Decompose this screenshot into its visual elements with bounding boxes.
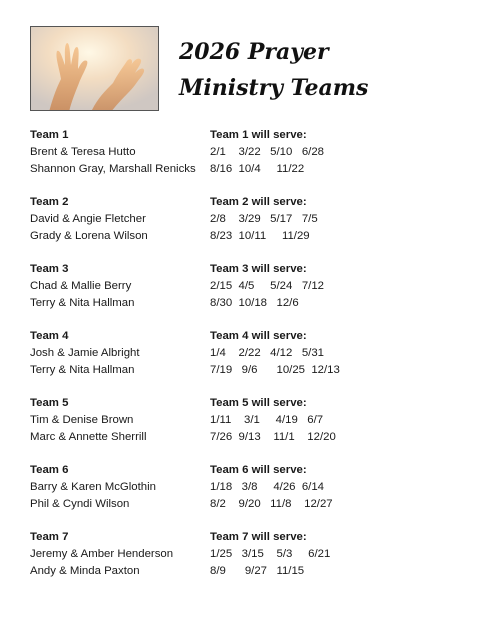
title-line-1: 2026 Prayer [179, 39, 329, 65]
team-member: Andy & Minda Paxton [30, 565, 140, 577]
team-member: Shannon Gray, Marshall Renicks [30, 163, 196, 175]
title-line-2: Ministry Teams [179, 75, 369, 101]
team-member: Josh & Jamie Albright [30, 347, 140, 359]
serve-label: Team 7 will serve: [210, 531, 307, 543]
serve-label: Team 4 will serve: [210, 330, 307, 342]
team-name: Team 6 [30, 464, 69, 476]
serve-label: Team 5 will serve: [210, 397, 307, 409]
serve-dates: 7/19 9/6 10/25 12/13 [210, 364, 340, 376]
team-block [30, 328, 480, 379]
serve-dates: 8/30 10/18 12/6 [210, 297, 299, 309]
team-member: Grady & Lorena Wilson [30, 230, 148, 242]
team-block [30, 395, 480, 446]
serve-label: Team 6 will serve: [210, 464, 307, 476]
team-block [30, 462, 480, 513]
team-member: Tim & Denise Brown [30, 414, 134, 426]
team-member: Phil & Cyndi Wilson [30, 498, 130, 510]
praying-hands-photo [30, 26, 159, 111]
team-name: Team 1 [30, 129, 69, 141]
page-title [179, 34, 368, 106]
serve-dates: 8/23 10/11 11/29 [210, 230, 310, 242]
team-name: Team 5 [30, 397, 69, 409]
serve-label: Team 3 will serve: [210, 263, 307, 275]
serve-dates: 1/25 3/15 5/3 6/21 [210, 548, 331, 560]
serve-dates: 2/8 3/29 5/17 7/5 [210, 213, 318, 225]
serve-dates: 2/15 4/5 5/24 7/12 [210, 280, 324, 292]
team-name: Team 3 [30, 263, 69, 275]
serve-dates: 8/9 9/27 11/15 [210, 565, 305, 577]
team-block [30, 127, 480, 178]
team-member: David & Angie Fletcher [30, 213, 146, 225]
serve-dates: 8/16 10/4 11/22 [210, 163, 305, 175]
serve-dates: 1/18 3/8 4/26 6/14 [210, 481, 324, 493]
serve-dates: 1/4 2/22 4/12 5/31 [210, 347, 324, 359]
team-name: Team 2 [30, 196, 69, 208]
serve-label: Team 1 will serve: [210, 129, 307, 141]
team-block [30, 529, 480, 580]
team-member: Jeremy & Amber Henderson [30, 548, 174, 560]
team-block [30, 194, 480, 245]
team-block [30, 261, 480, 312]
serve-dates: 8/2 9/20 11/8 12/27 [210, 498, 333, 510]
serve-dates: 2/1 3/22 5/10 6/28 [210, 146, 324, 158]
serve-dates: 1/11 3/1 4/19 6/7 [210, 414, 324, 426]
team-name: Team 7 [30, 531, 69, 543]
serve-label: Team 2 will serve: [210, 196, 307, 208]
team-name: Team 4 [30, 330, 69, 342]
teams-schedule [30, 127, 480, 596]
team-member: Brent & Teresa Hutto [30, 146, 136, 158]
team-member: Terry & Nita Hallman [30, 364, 135, 376]
team-member: Chad & Mallie Berry [30, 280, 132, 292]
team-member: Barry & Karen McGlothin [30, 481, 156, 493]
team-member: Terry & Nita Hallman [30, 297, 135, 309]
team-member: Marc & Annette Sherrill [30, 431, 147, 443]
serve-dates: 7/26 9/13 11/1 12/20 [210, 431, 336, 443]
